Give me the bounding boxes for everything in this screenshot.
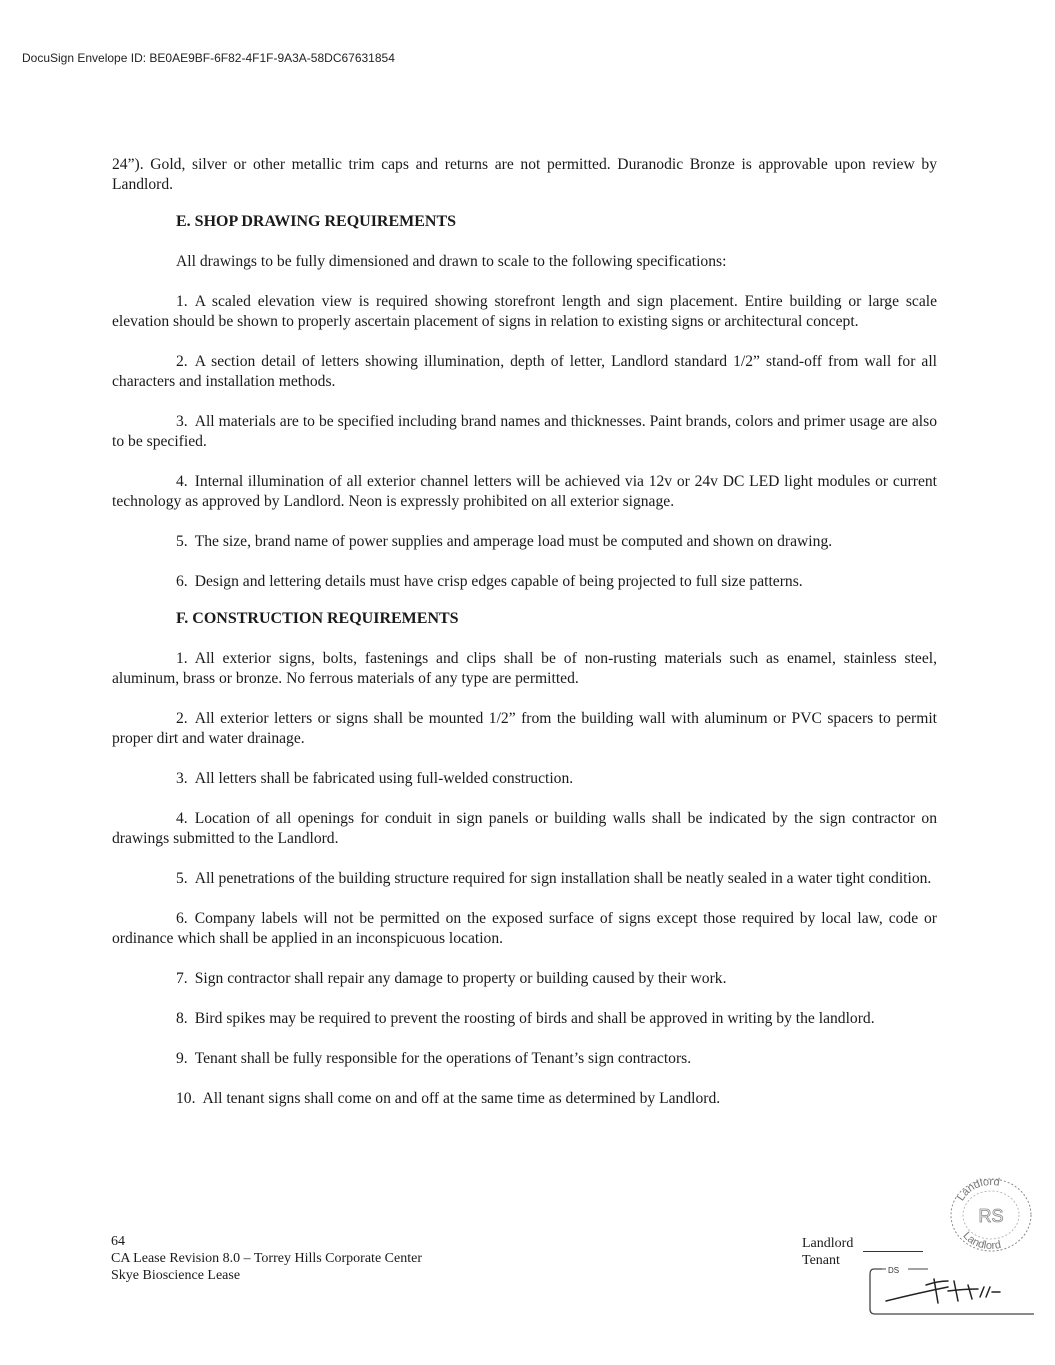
- intro-paragraph: 24”). Gold, silver or other metallic trim caps and returns are not permitted. Duranodic Bronze is approvable upon review by Landlord.: [112, 156, 937, 193]
- list-item: [112, 572, 937, 592]
- item-number: 1.: [176, 293, 188, 310]
- item-number: 8.: [176, 1010, 188, 1027]
- item-number: 7.: [176, 970, 188, 987]
- item-number: 9.: [176, 1050, 188, 1067]
- item-number: 1.: [176, 650, 188, 667]
- item-number: 5.: [176, 533, 188, 550]
- item-text: Location of all openings for conduit in sign panels or building walls shall be indicated by the sign contractor on drawings submitted to the Landlord.: [112, 810, 937, 847]
- ds-box-frame: [870, 1269, 1034, 1314]
- ds-label: DS: [888, 1266, 900, 1275]
- document-body: [112, 155, 937, 1109]
- item-text: Tenant shall be fully responsible for the operations of Tenant’s sign contractors.: [194, 1050, 692, 1067]
- lease-name: Skye Bioscience Lease: [111, 1268, 241, 1283]
- list-item: [112, 1009, 937, 1029]
- lease-revision: CA Lease Revision 8.0 – Torrey Hills Corporate Center: [111, 1251, 422, 1266]
- item-text: All letters shall be fabricated using full-welded construction.: [194, 770, 574, 787]
- item-text: All tenant signs shall come on and off at the same time as determined by Landlord.: [202, 1090, 721, 1107]
- landlord-initial-line: [863, 1238, 923, 1252]
- list-item: [112, 532, 937, 552]
- list-item: [112, 1049, 937, 1069]
- item-number: 4.: [176, 810, 188, 827]
- item-text: All materials are to be specified including brand names and thicknesses. Paint brands, colors and primer usage are also to be specified.: [112, 413, 937, 450]
- item-number: 5.: [176, 870, 188, 887]
- item-text: All exterior signs, bolts, fastenings and clips shall be of non-rusting materials such as enamel, stainless steel, aluminum, brass or bronze. No ferrous materials of any type are permitted.: [112, 650, 937, 687]
- envelope-id: DocuSign Envelope ID: BE0AE9BF-6F82-4F1F-9A3A-58DC67631854: [22, 51, 395, 65]
- footer-left: [111, 1233, 422, 1284]
- list-item: [112, 412, 937, 452]
- item-text: Company labels will not be permitted on the exposed surface of signs except those required by local law, code or ordinance which shall be applied in an inconspicuous location.: [112, 910, 937, 947]
- list-item: [112, 769, 937, 789]
- item-number: 4.: [176, 473, 188, 490]
- seal-ring-text-bottom: Landlord: [960, 1229, 1003, 1253]
- item-text: Internal illumination of all exterior channel letters will be achieved via 12v or 24v DC LED light modules or current technology as approved by Landlord. Neon is expressly prohibited on all exterior signage.: [112, 473, 937, 510]
- list-item: [112, 1089, 937, 1109]
- section-f-heading: F. CONSTRUCTION REQUIREMENTS: [176, 610, 459, 627]
- item-number: 6.: [176, 910, 188, 927]
- item-number: 3.: [176, 770, 188, 787]
- item-number: 10.: [176, 1090, 196, 1107]
- section-e-intro: All drawings to be fully dimensioned and drawn to scale to the following specifications:: [176, 253, 727, 270]
- list-item: [112, 472, 937, 512]
- list-item: [112, 909, 937, 949]
- landlord-seal: [945, 1175, 1037, 1255]
- list-item: [112, 969, 937, 989]
- item-number: 6.: [176, 573, 188, 590]
- item-text: All exterior letters or signs shall be mounted 1/2” from the building wall with aluminum or PVC spacers to permit proper dirt and water drainage.: [112, 710, 937, 747]
- item-number: 2.: [176, 710, 188, 727]
- item-text: Design and lettering details must have crisp edges capable of being projected to full size patterns.: [194, 573, 803, 590]
- page-number: 64: [111, 1234, 125, 1249]
- section-e-heading: E. SHOP DRAWING REQUIREMENTS: [176, 213, 457, 230]
- item-text: The size, brand name of power supplies and amperage load must be computed and shown on drawing.: [194, 533, 833, 550]
- footer-initials: [802, 1235, 923, 1269]
- landlord-label: Landlord: [802, 1236, 854, 1251]
- tenant-initials-signature: [886, 1279, 1000, 1303]
- item-text: Bird spikes may be required to prevent the roosting of birds and shall be approved in writing by the landlord.: [194, 1010, 875, 1027]
- list-item: [112, 809, 937, 849]
- list-item: [112, 869, 937, 889]
- item-text: Sign contractor shall repair any damage to property or building caused by their work.: [194, 970, 727, 987]
- item-text: A section detail of letters showing illumination, depth of letter, Landlord standard 1/2” stand-off from wall for all characters and installation methods.: [112, 353, 937, 390]
- seal-ring-text-top: Landlord: [954, 1175, 1001, 1204]
- list-item: [112, 649, 937, 689]
- tenant-label: Tenant: [802, 1253, 840, 1268]
- seal-initials: RS: [978, 1206, 1004, 1226]
- item-text: A scaled elevation view is required showing storefront length and sign placement. Entire building or large scale elevation should be shown to properly ascertain placement of signs in relation to existing signs or architectural concept.: [112, 293, 937, 330]
- section-e-list: [112, 292, 937, 592]
- section-f-list: [112, 649, 937, 1109]
- list-item: [112, 352, 937, 392]
- item-number: 2.: [176, 353, 188, 370]
- item-text: All penetrations of the building structure required for sign installation shall be neatly sealed in a water tight condition.: [194, 870, 932, 887]
- item-number: 3.: [176, 413, 188, 430]
- list-item: [112, 709, 937, 749]
- docusign-initial-box: [868, 1265, 1038, 1317]
- list-item: [112, 292, 937, 332]
